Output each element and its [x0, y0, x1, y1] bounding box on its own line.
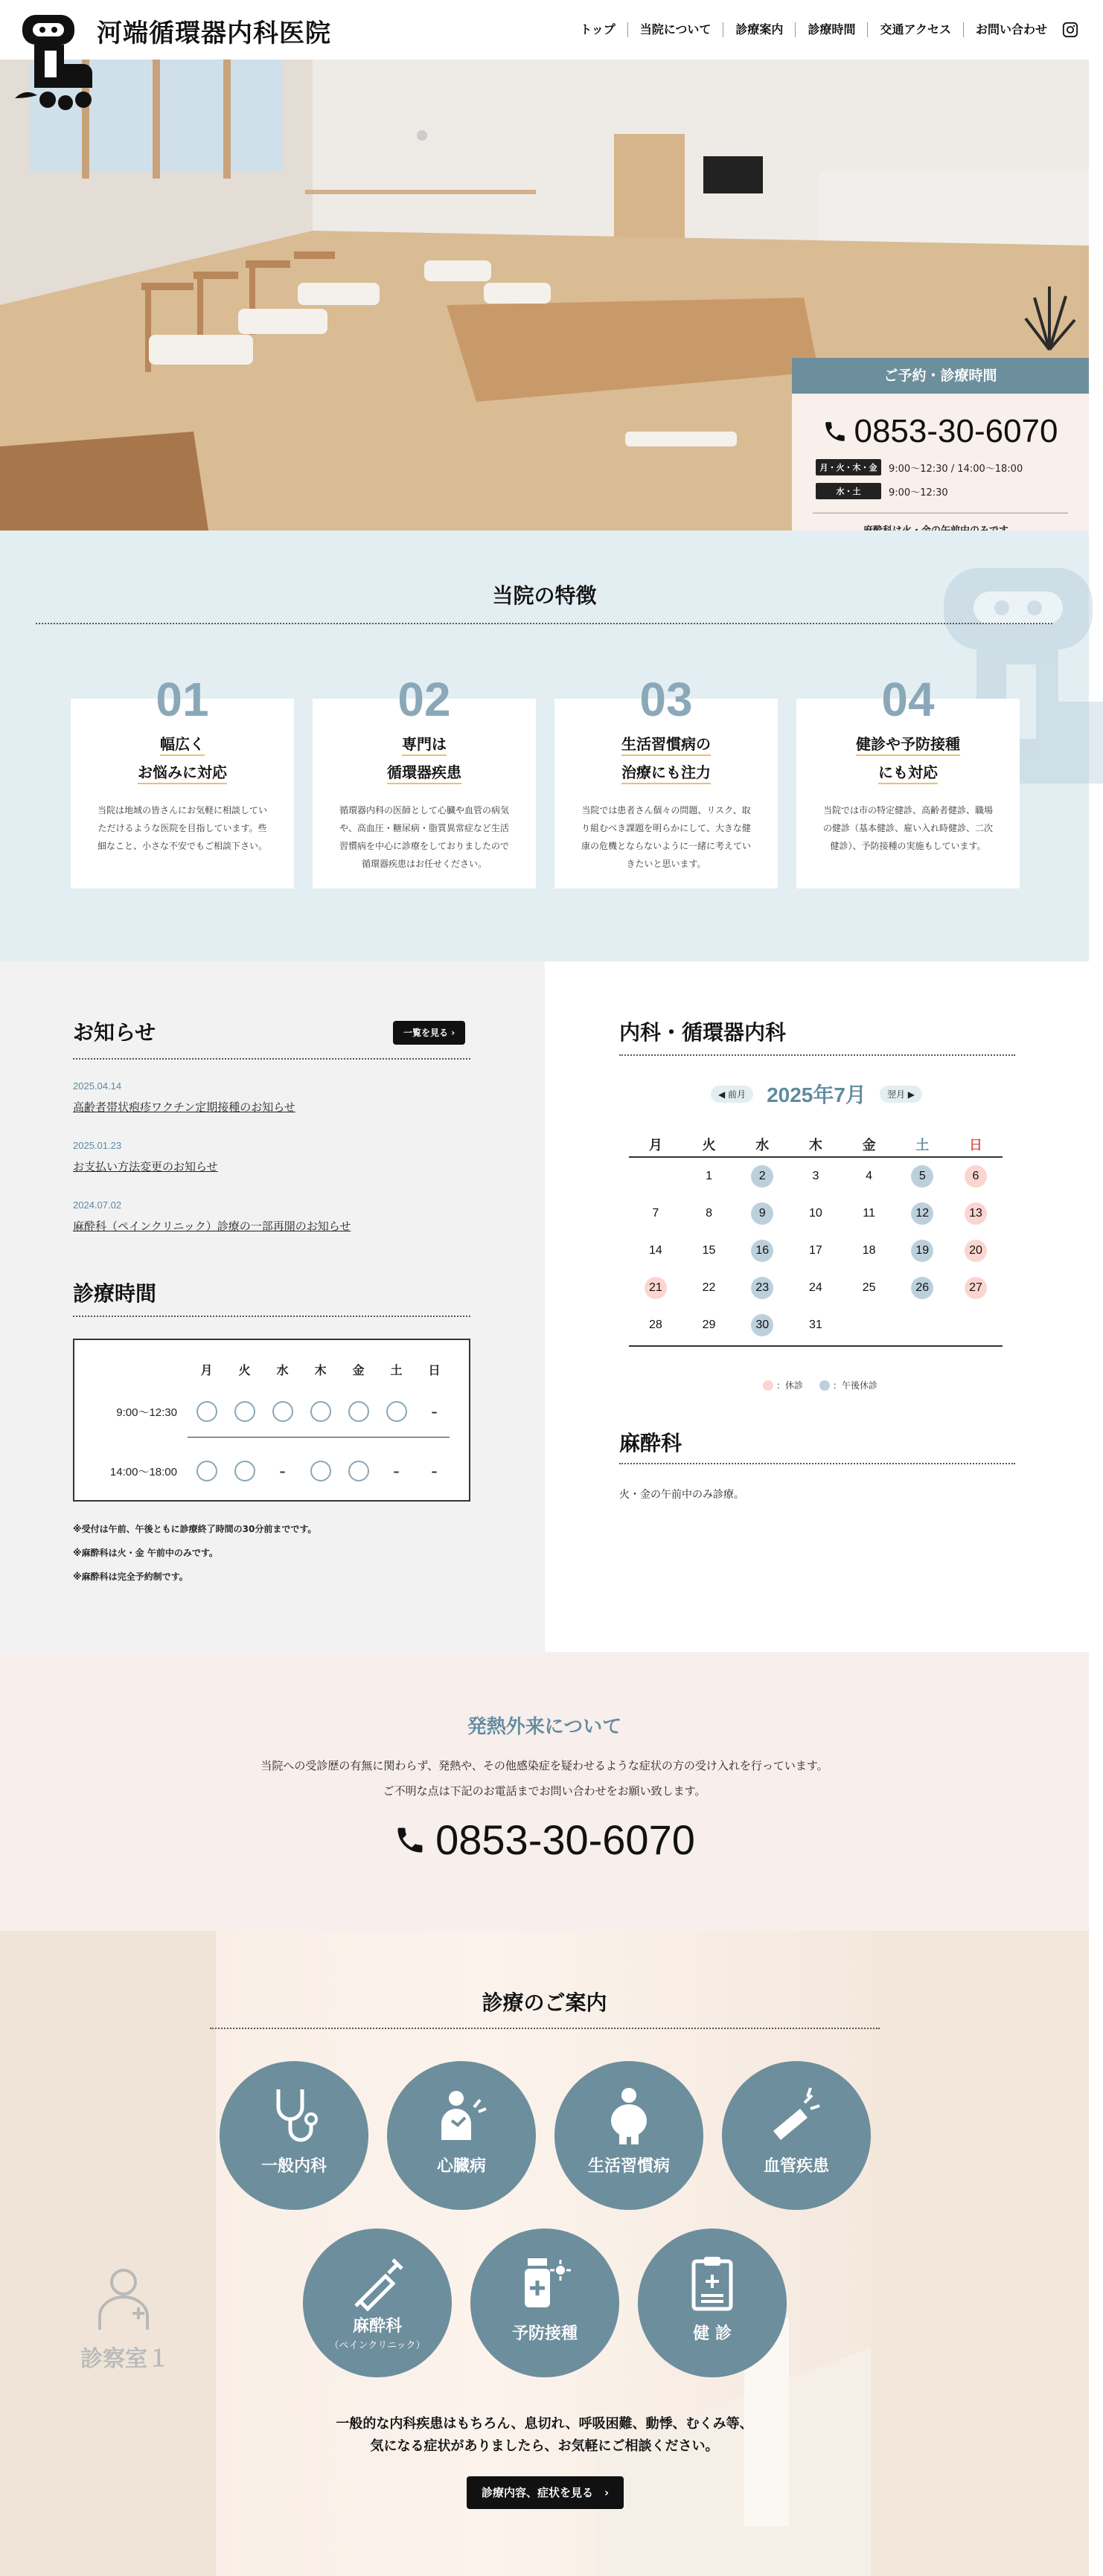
calendar-day: 31 [809, 1319, 822, 1331]
open-mark [348, 1461, 369, 1481]
instagram-icon[interactable] [1062, 22, 1078, 38]
calendar-day: 2 [751, 1165, 773, 1188]
schedule-table [73, 1339, 470, 1502]
guide-title: 診療のご案内 [482, 1990, 607, 2015]
calendar-day: 26 [911, 1277, 933, 1299]
calendar-day: 16 [751, 1240, 773, 1262]
services-detail-button[interactable]: 診療内容、症状を見る › [467, 2476, 624, 2509]
feature-card [554, 673, 778, 888]
calendar-day: 12 [911, 1202, 933, 1225]
calendar-grid [629, 1134, 1003, 1347]
calendar-body [629, 1158, 1003, 1344]
nav-about[interactable]: 当院について [627, 22, 723, 37]
site-name[interactable]: 河端循環器内科医院 [97, 19, 331, 48]
service-checkup[interactable]: 健 診 [638, 2229, 787, 2377]
news-link[interactable]: 麻酔科（ペインクリニック）診療の一部再開のお知らせ [73, 1220, 351, 1233]
schedule-row-morning: 9:00〜12:30 – [74, 1397, 469, 1426]
phone-icon [394, 1824, 426, 1856]
hours-row [816, 483, 1089, 499]
divider [73, 1058, 470, 1060]
fever-phone[interactable] [0, 1816, 1089, 1864]
fever-title: 発熱外来について [467, 1716, 622, 1738]
vessel-icon [770, 2086, 822, 2146]
feature-desc: 当院では患者さん個々の問題、リスク、取り組むべき課題を明らかにして、大きな健康の危機とならないように一緒に考えていきたいと思います。 [581, 805, 751, 869]
calendar-legend: ：休診 ：午後休診 [755, 1379, 877, 1391]
calendar-day: 30 [751, 1314, 773, 1336]
divider [619, 1463, 1015, 1464]
calendar-day: 10 [809, 1207, 822, 1220]
hours-row [816, 459, 1089, 475]
calendar-day: 7 [652, 1207, 659, 1220]
divider [629, 1345, 1003, 1347]
calendar-day: 14 [648, 1244, 662, 1257]
feature-title: 健診や予防接種 にも対応 [796, 730, 1020, 786]
feature-card [71, 673, 294, 888]
phone-icon [822, 419, 848, 444]
calendar-week [629, 1307, 1003, 1344]
divider [188, 1437, 450, 1438]
open-mark [196, 1401, 217, 1422]
service-vaccination[interactable]: 予防接種 [470, 2229, 619, 2377]
calendar-weekdays: 月 火 水 木 金 土 日 [629, 1134, 1003, 1158]
open-mark [234, 1461, 255, 1481]
hero-phone[interactable] [792, 413, 1089, 450]
divider [73, 1316, 470, 1317]
service-heart[interactable]: 心臓病 [387, 2061, 536, 2210]
open-mark [196, 1461, 217, 1481]
schedule-header: 月 火 水 木 金 土 日 [200, 1362, 441, 1377]
nav-contact[interactable]: お問い合わせ [963, 22, 1059, 37]
feature-number: 01 [156, 673, 209, 726]
news-title: お知らせ [73, 1020, 156, 1045]
fever-text: ご不明な点は下記のお電話までお問い合わせをお願い致します。 [383, 1784, 706, 1798]
fever-section [0, 1652, 1089, 1931]
features-section [0, 531, 1089, 961]
nav-access[interactable]: 交通アクセス [867, 22, 963, 37]
calendar-day: 4 [866, 1170, 873, 1182]
calendar-week [629, 1269, 1003, 1307]
body-icon [603, 2086, 655, 2146]
guide-section [0, 1931, 1089, 2576]
heart-patient-icon [435, 2086, 487, 2146]
calendar-day: 5 [911, 1165, 933, 1188]
schedule-note: ※麻酔科は完全予約制です。 [73, 1571, 188, 1582]
news-link[interactable]: お支払い方法変更のお知らせ [73, 1160, 218, 1173]
hero-section [0, 60, 1089, 531]
plant-icon [1020, 283, 1079, 350]
afternoon-off-swatch [819, 1380, 830, 1391]
news-more-button[interactable]: 一覧を見る › [393, 1021, 465, 1045]
news-item[interactable] [73, 1080, 295, 1115]
stethoscope-icon [268, 2086, 320, 2146]
divider [619, 1054, 1015, 1056]
calendar-day: 28 [648, 1319, 662, 1331]
prev-month-button[interactable]: ◀ 前月 [711, 1086, 753, 1103]
calendar-day: 23 [751, 1277, 773, 1299]
fever-text: 当院への受診歴の有無に関わらず、発熱や、その他感染症を疑わせるような症状の方の受け入れを行っています。 [260, 1759, 828, 1772]
calendar-day: 11 [863, 1207, 875, 1220]
calendar-day: 13 [965, 1202, 987, 1225]
news-link[interactable]: 高齢者帯状疱疹ワクチン定期接種のお知らせ [73, 1100, 295, 1114]
open-mark [234, 1401, 255, 1422]
calendar-day: 6 [965, 1165, 987, 1188]
days-tag: 月・火・木・金 [816, 459, 881, 475]
feature-title: 専門は 循環器疾患 [313, 730, 536, 786]
calendar-day: 8 [706, 1207, 712, 1220]
calendar-nav [711, 1079, 922, 1109]
calendar-day: 24 [809, 1281, 822, 1294]
open-mark [348, 1401, 369, 1422]
feature-desc: 当院では市の特定健診、高齢者健診、職場の健診（基本健診、雇い入れ時健診、二次健診）、予防接種の実施もしています。 [822, 805, 993, 851]
news-date: 2025.04.14 [73, 1080, 122, 1092]
feature-title: 生活習慣病の 治療にも注力 [554, 730, 778, 786]
feature-card [796, 673, 1020, 888]
news-item[interactable] [73, 1199, 351, 1234]
open-mark [272, 1401, 293, 1422]
calendar-day: 1 [706, 1170, 712, 1182]
calendar-week [629, 1195, 1003, 1232]
guide-text: 気になる症状がありましたら、お気軽にご相談ください。 [370, 2438, 719, 2454]
feature-card [313, 673, 536, 888]
features-title: 当院の特徴 [492, 583, 597, 608]
schedule-note: ※麻酔科は火・金 午前中のみです。 [73, 1548, 218, 1558]
vaccine-icon [519, 2254, 571, 2313]
feature-title: 幅広く お悩みに対応 [71, 730, 294, 786]
open-mark [386, 1401, 407, 1422]
news-schedule-section [0, 961, 545, 1652]
feature-number: 03 [639, 673, 693, 726]
feature-number: 02 [397, 673, 451, 726]
calendar-title: 内科・循環器内科 [619, 1020, 787, 1045]
service-anesthesia[interactable]: 麻酔科 （ペインクリニック） [303, 2229, 452, 2377]
hours-time: 9:00〜12:30 [889, 487, 948, 499]
closed-mark: – [279, 1464, 286, 1478]
doctor-icon [95, 2266, 155, 2333]
calendar-day: 17 [809, 1244, 822, 1257]
open-mark [310, 1461, 331, 1481]
closed-mark: – [431, 1404, 438, 1419]
hero-phone-number[interactable]: 0853-30-6070 [854, 413, 1058, 449]
calendar-day: 18 [862, 1244, 876, 1257]
main-nav [568, 21, 1089, 39]
calendar-day: 15 [702, 1244, 716, 1257]
syringe-icon [351, 2254, 403, 2313]
service-general-internal[interactable]: 一般内科 [220, 2061, 368, 2210]
fever-phone-number[interactable]: 0853-30-6070 [435, 1816, 695, 1863]
news-date: 2025.01.23 [73, 1140, 122, 1151]
clipboard-icon [686, 2254, 738, 2313]
divider [210, 2028, 880, 2029]
schedule-row-afternoon: 14:00〜18:00 – – – [74, 1456, 469, 1486]
clinic-logo-icon[interactable] [12, 10, 107, 112]
hours-title: ご予約・診療時間 [792, 358, 1089, 394]
days-tag: 水・土 [816, 483, 881, 499]
nav-hours[interactable]: 診療時間 [795, 22, 867, 37]
news-item[interactable] [73, 1140, 218, 1174]
calendar-day: 22 [702, 1281, 716, 1294]
calendar-week [629, 1158, 1003, 1195]
holiday-swatch [763, 1380, 773, 1391]
calendar-month: 2025年7月 [767, 1083, 866, 1106]
open-mark [310, 1401, 331, 1422]
calendar-day: 29 [702, 1319, 716, 1331]
calendar-week [629, 1232, 1003, 1269]
calendar-day: 27 [965, 1277, 987, 1299]
calendar-day: 9 [751, 1202, 773, 1225]
schedule-title: 診療時間 [73, 1281, 157, 1306]
news-date: 2024.07.02 [73, 1199, 122, 1211]
closed-mark: – [431, 1464, 438, 1478]
calendar-day: 3 [812, 1170, 819, 1182]
room-sign: 診察室１ [80, 2266, 170, 2373]
anesthesia-title: 麻酔科 [619, 1431, 682, 1455]
nav-services[interactable]: 診療案内 [723, 22, 795, 37]
closed-mark: – [393, 1464, 400, 1478]
calendar-day: 20 [965, 1240, 987, 1262]
feature-desc: 循環器内科の医師として心臓や血管の病気や、高血圧・糖尿病・脂質異常症など生活習慣病を中心に診療をしておりましたので循環器疾患はお任せください。 [339, 805, 509, 869]
service-vascular[interactable]: 血管疾患 [722, 2061, 871, 2210]
next-month-button[interactable]: 翌月 ▶ [880, 1086, 922, 1103]
service-lifestyle[interactable]: 生活習慣病 [554, 2061, 703, 2210]
calendar-day: 25 [862, 1281, 876, 1294]
calendar-day: 19 [911, 1240, 933, 1262]
schedule-note: ※受付は午前、午後ともに診療終了時間の30分前までです。 [73, 1524, 317, 1534]
guide-text: 一般的な内科疾患はもちろん、息切れ、呼吸困難、動悸、むくみ等、 [336, 2416, 753, 2432]
feature-number: 04 [881, 673, 935, 726]
divider [36, 623, 1052, 624]
nav-top[interactable]: トップ [580, 22, 616, 36]
calendar-day: 21 [645, 1277, 667, 1299]
feature-desc: 当院は地域の皆さんにお気軽に相談していただけるような医院を目指しています。些細なこと、小さな不安でもご相談下さい。 [97, 805, 267, 851]
anesthesia-text: 火・金の午前中のみ診療。 [619, 1489, 744, 1501]
hours-time: 9:00〜12:30 / 14:00〜18:00 [889, 463, 1023, 475]
